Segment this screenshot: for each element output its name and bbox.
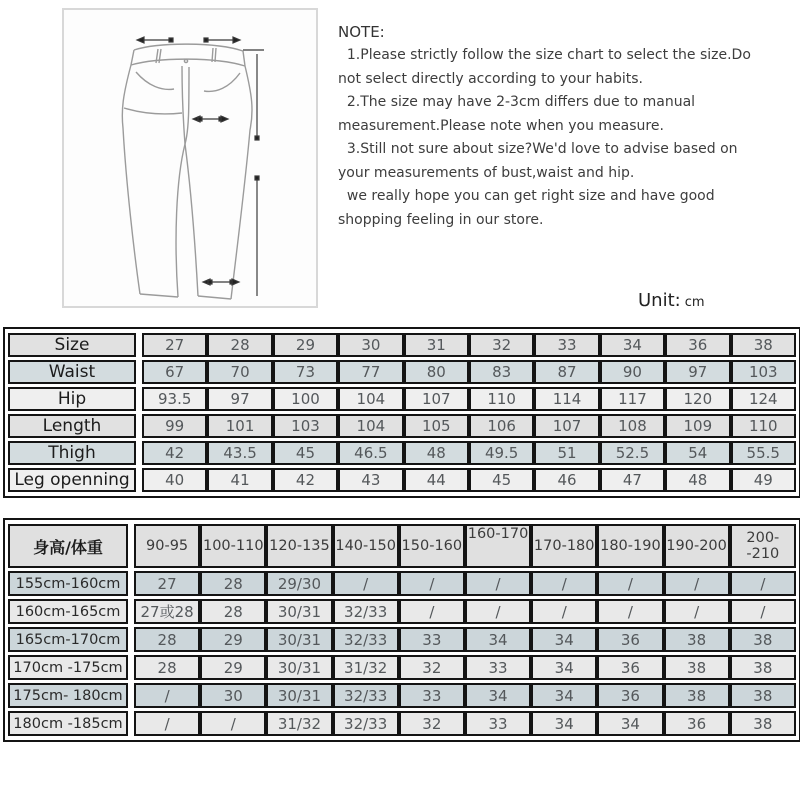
size-cell: 77 xyxy=(338,360,403,384)
size-cell: 31 xyxy=(404,333,469,357)
size-cell: 48 xyxy=(665,468,730,492)
size-row-label: Hip xyxy=(8,387,136,411)
fit-cell: / xyxy=(333,571,399,596)
size-cell: 42 xyxy=(273,468,338,492)
fit-cell: 36 xyxy=(597,655,663,680)
fit-cell: 32 xyxy=(399,711,465,736)
height-row-label: 155cm-160cm xyxy=(8,571,128,596)
size-cell: 120 xyxy=(665,387,730,411)
fit-table-row xyxy=(8,683,796,708)
size-cell: 110 xyxy=(731,414,796,438)
height-row-label: 165cm-170cm xyxy=(8,627,128,652)
size-cell: 44 xyxy=(404,468,469,492)
size-cell: 38 xyxy=(731,333,796,357)
size-cell: 104 xyxy=(338,414,403,438)
note-line: 3.Still not sure about size?We'd love to advise based on xyxy=(338,141,738,157)
size-table xyxy=(8,330,796,495)
fit-table-row xyxy=(8,571,796,596)
note-line: measurement.Please note when you measure. xyxy=(338,117,664,134)
size-cell: 43.5 xyxy=(207,441,272,465)
size-cell: 124 xyxy=(731,387,796,411)
weight-header-cell: 170-180 xyxy=(531,524,597,568)
size-cell: 46.5 xyxy=(338,441,403,465)
fit-cell: 34 xyxy=(465,627,531,652)
fit-cell: 38 xyxy=(664,655,730,680)
size-cell: 87 xyxy=(534,360,599,384)
fit-cell: 36 xyxy=(664,711,730,736)
size-cell: 46 xyxy=(534,468,599,492)
fit-cell: / xyxy=(664,599,730,624)
fit-cell: 32/33 xyxy=(333,683,399,708)
measure-arrows xyxy=(137,37,264,296)
fit-cell: 38 xyxy=(730,655,796,680)
fit-cell: / xyxy=(531,599,597,624)
fit-cell: 38 xyxy=(730,683,796,708)
weight-header-row xyxy=(8,524,796,568)
size-cell: 41 xyxy=(207,468,272,492)
size-table-row xyxy=(8,468,796,492)
size-cell: 32 xyxy=(469,333,534,357)
unit-label-row xyxy=(638,290,705,311)
fit-cell: 28 xyxy=(134,627,200,652)
size-cell: 51 xyxy=(534,441,599,465)
size-cell: 67 xyxy=(142,360,207,384)
height-weight-table xyxy=(8,521,796,739)
size-cell: 70 xyxy=(207,360,272,384)
size-cell: 47 xyxy=(600,468,665,492)
size-table-body xyxy=(8,333,796,492)
note-line: 1.Please strictly follow the size chart to select the size.Do xyxy=(338,47,751,63)
fit-cell: 30 xyxy=(200,683,266,708)
size-cell: 83 xyxy=(469,360,534,384)
fit-cell: / xyxy=(465,599,531,624)
fit-table-row xyxy=(8,627,796,652)
fit-cell: 33 xyxy=(399,627,465,652)
size-table-row xyxy=(8,441,796,465)
fit-cell: 33 xyxy=(465,655,531,680)
fit-cell: / xyxy=(399,571,465,596)
size-cell: 100 xyxy=(273,387,338,411)
fit-cell: 34 xyxy=(465,683,531,708)
size-cell: 36 xyxy=(665,333,730,357)
size-cell: 107 xyxy=(534,414,599,438)
fit-cell: / xyxy=(134,683,200,708)
fit-cell: 28 xyxy=(134,655,200,680)
fit-cell: 34 xyxy=(597,711,663,736)
size-cell: 73 xyxy=(273,360,338,384)
fit-cell: 29 xyxy=(200,627,266,652)
fit-cell: 34 xyxy=(531,655,597,680)
size-cell: 40 xyxy=(142,468,207,492)
size-cell: 80 xyxy=(404,360,469,384)
size-cell: 117 xyxy=(600,387,665,411)
size-cell: 27 xyxy=(142,333,207,357)
size-cell: 101 xyxy=(207,414,272,438)
fit-cell: / xyxy=(134,711,200,736)
fit-table-row xyxy=(8,599,796,624)
fit-cell: 28 xyxy=(200,571,266,596)
size-cell: 99 xyxy=(142,414,207,438)
size-row-label: Waist xyxy=(8,360,136,384)
fit-cell: 30/31 xyxy=(266,627,332,652)
fit-cell: 34 xyxy=(531,627,597,652)
fit-cell: 38 xyxy=(730,627,796,652)
height-weight-table-wrap xyxy=(3,518,800,742)
size-cell: 97 xyxy=(665,360,730,384)
weight-header-cell: 180-190 xyxy=(597,524,663,568)
size-cell: 49 xyxy=(731,468,796,492)
weight-header-cell: 190-200 xyxy=(664,524,730,568)
weight-header-cell: 140-150 xyxy=(333,524,399,568)
fit-cell: / xyxy=(531,571,597,596)
pants-outline xyxy=(122,44,252,299)
fit-cell: / xyxy=(730,599,796,624)
fit-table-row xyxy=(8,655,796,680)
fit-cell: 31/32 xyxy=(266,711,332,736)
fit-cell: 34 xyxy=(531,711,597,736)
height-row-label: 175cm- 180cm xyxy=(8,683,128,708)
size-cell: 49.5 xyxy=(469,441,534,465)
fit-cell: / xyxy=(200,711,266,736)
size-cell: 107 xyxy=(404,387,469,411)
weight-header-cell: 160-170 xyxy=(465,524,531,568)
weight-header-cell: 200--210 xyxy=(730,524,796,568)
fit-cell: / xyxy=(597,571,663,596)
weight-header-cell: 90-95 xyxy=(134,524,200,568)
fit-cell: 34 xyxy=(531,683,597,708)
size-cell: 97 xyxy=(207,387,272,411)
fit-cell: 38 xyxy=(664,627,730,652)
size-row-label: Thigh xyxy=(8,441,136,465)
fit-cell: 38 xyxy=(730,711,796,736)
size-cell: 45 xyxy=(469,468,534,492)
fit-cell: 28 xyxy=(200,599,266,624)
note-line: your measurements of bust,waist and hip. xyxy=(338,164,635,181)
fit-cell: 32/33 xyxy=(333,711,399,736)
weight-header-cell: 150-160 xyxy=(399,524,465,568)
size-cell: 110 xyxy=(469,387,534,411)
height-row-label: 180cm -185cm xyxy=(8,711,128,736)
fit-cell: 36 xyxy=(597,683,663,708)
weight-header-cell: 100-110 xyxy=(200,524,266,568)
size-row-label: Length xyxy=(8,414,136,438)
fit-cell: 31/32 xyxy=(333,655,399,680)
fit-cell: / xyxy=(465,571,531,596)
fit-cell: 30/31 xyxy=(266,683,332,708)
size-cell: 34 xyxy=(600,333,665,357)
fit-cell: 32 xyxy=(399,655,465,680)
size-cell: 30 xyxy=(338,333,403,357)
pants-measurement-diagram xyxy=(64,10,316,306)
note-line: not select directly according to your habits. xyxy=(338,70,644,87)
size-table-row xyxy=(8,333,796,357)
size-row-label: Leg openning xyxy=(8,468,136,492)
fit-cell: 36 xyxy=(597,627,663,652)
height-row-label: 170cm -175cm xyxy=(8,655,128,680)
size-cell: 104 xyxy=(338,387,403,411)
waist-arrow xyxy=(137,37,240,43)
weight-header-cell: 120-135 xyxy=(266,524,332,568)
size-cell: 43 xyxy=(338,468,403,492)
height-row-label: 160cm-165cm xyxy=(8,599,128,624)
fit-cell: / xyxy=(730,571,796,596)
size-table-row xyxy=(8,414,796,438)
size-cell: 106 xyxy=(469,414,534,438)
fit-cell: / xyxy=(399,599,465,624)
fit-cell: / xyxy=(664,571,730,596)
note-line: we really hope you can get right size and have good xyxy=(338,188,715,204)
size-cell: 28 xyxy=(207,333,272,357)
size-cell: 103 xyxy=(273,414,338,438)
size-cell: 54 xyxy=(665,441,730,465)
size-cell: 109 xyxy=(665,414,730,438)
note-line: shopping feeling in our store. xyxy=(338,211,544,228)
fit-cell: 30/31 xyxy=(266,599,332,624)
fit-table-row xyxy=(8,711,796,736)
fit-cell: 27或28 xyxy=(134,599,200,624)
size-table-row xyxy=(8,360,796,384)
fit-cell: 30/31 xyxy=(266,655,332,680)
fit-cell: 33 xyxy=(399,683,465,708)
size-cell: 45 xyxy=(273,441,338,465)
fit-cell: 32/33 xyxy=(333,599,399,624)
size-cell: 55.5 xyxy=(731,441,796,465)
fit-cell: 29/30 xyxy=(266,571,332,596)
pants-diagram-frame xyxy=(62,8,318,308)
height-weight-corner-label: 身高/体重 xyxy=(8,524,128,568)
size-cell: 52.5 xyxy=(600,441,665,465)
size-cell: 108 xyxy=(600,414,665,438)
unit-label: Unit: xyxy=(638,290,681,311)
fit-cell: 29 xyxy=(200,655,266,680)
unit-value: cm xyxy=(684,295,705,310)
size-cell: 105 xyxy=(404,414,469,438)
size-cell: 103 xyxy=(731,360,796,384)
size-row-label: Size xyxy=(8,333,136,357)
note-line: 2.The size may have 2-3cm differs due to manual xyxy=(338,94,696,110)
size-cell: 48 xyxy=(404,441,469,465)
size-table-wrap xyxy=(3,327,800,498)
thigh-arrow xyxy=(193,116,228,122)
fit-cell: 38 xyxy=(664,683,730,708)
height-weight-table-body xyxy=(8,524,796,736)
size-table-row xyxy=(8,387,796,411)
size-cell: 42 xyxy=(142,441,207,465)
fit-cell: 33 xyxy=(465,711,531,736)
fit-cell: 32/33 xyxy=(333,627,399,652)
size-cell: 114 xyxy=(534,387,599,411)
note-title: NOTE: xyxy=(338,23,385,41)
size-cell: 93.5 xyxy=(142,387,207,411)
leg-opening-arrow xyxy=(203,279,239,285)
note-block xyxy=(338,20,798,232)
size-cell: 29 xyxy=(273,333,338,357)
size-cell: 90 xyxy=(600,360,665,384)
fit-cell: 27 xyxy=(134,571,200,596)
size-cell: 33 xyxy=(534,333,599,357)
fit-cell: / xyxy=(597,599,663,624)
